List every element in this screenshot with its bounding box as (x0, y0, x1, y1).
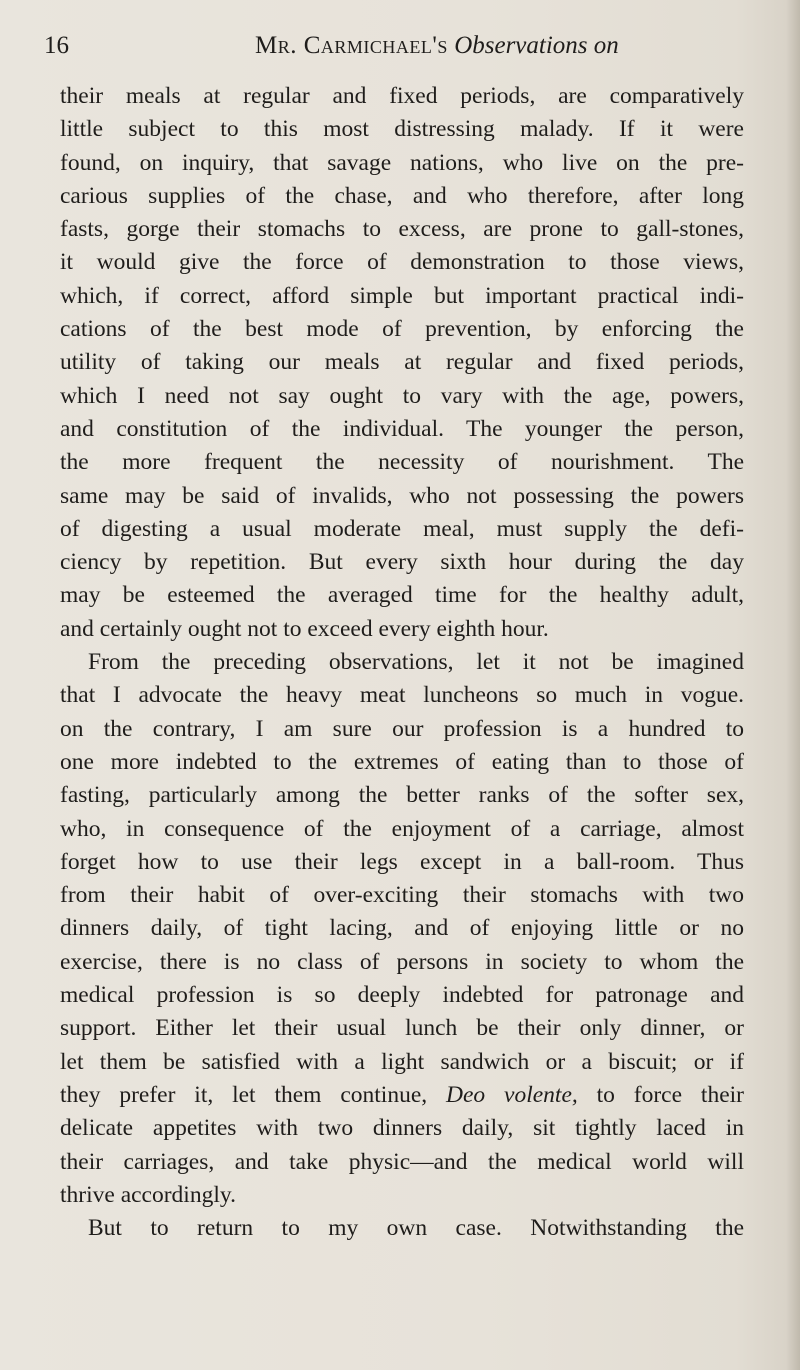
page-edge-shadow (786, 0, 800, 1370)
body-text (60, 80, 744, 1245)
text-line: medical profession is so deeply indebted for patronage and (60, 982, 744, 1009)
text-line: same may be said of invalids, who not possessing the powers (60, 482, 744, 509)
text-line: which I need not say ought to vary with the age, powers, (60, 382, 744, 409)
text-line: fasts, gorge their stomachs to excess, are prone to gall-stones, (60, 216, 744, 243)
text-line: fasting, particularly among the better ranks of the softer sex, (60, 782, 744, 809)
text-line-with-italic (60, 1079, 744, 1112)
text-line: found, on inquiry, that savage nations, who live on the pre- (60, 149, 744, 176)
text-line: it would give the force of demonstration to those views, (60, 249, 744, 276)
text-line: let them be satisfied with a light sandwich or a biscuit; or if (60, 1048, 744, 1075)
text-line: of digesting a usual moderate meal, must supply the defi- (60, 515, 744, 542)
text-line: and certainly ought not to exceed every eighth hour. (60, 615, 549, 642)
text-line: support. Either let their usual lunch be their only dinner, or (60, 1015, 744, 1042)
text-segment: to force their (596, 1081, 744, 1108)
text-line: forget how to use their legs except in a ball-room. Thus (60, 848, 744, 875)
text-segment: they prefer it, let them continue, (60, 1081, 428, 1108)
running-head-author: Mr. Carmichael's (255, 32, 448, 59)
text-line: delicate appetites with two dinners daily, sit tightly laced in (60, 1115, 744, 1142)
text-line: may be esteemed the averaged time for the healthy adult, (60, 582, 744, 609)
text-line: and constitution of the individual. The younger the person, (60, 415, 744, 442)
text-line: the more frequent the necessity of nourishment. The (60, 449, 744, 476)
text-line: utility of taking our meals at regular and fixed periods, (60, 349, 744, 376)
text-line: that I advocate the heavy meat luncheons so much in vogue. (60, 682, 744, 709)
text-line: who, in consequence of the enjoyment of a carriage, almost (60, 815, 744, 842)
paragraph-start-line: But to return to my own case. Notwithstanding the (88, 1215, 744, 1242)
text-line: carious supplies of the chase, and who therefore, after long (60, 182, 744, 209)
text-line: little subject to this most distressing malady. If it were (60, 116, 744, 143)
text-line: which, if correct, afford simple but important practical indi- (60, 282, 744, 309)
text-line: their meals at regular and fixed periods, are comparatively (60, 83, 744, 109)
page-number: 16 (44, 32, 69, 59)
text-line: on the contrary, I am sure our profession is a hundred to (60, 715, 744, 742)
text-line: from their habit of over-exciting their stomachs with two (60, 882, 744, 909)
paragraph-start-line: From the preceding observations, let it not be imagined (88, 649, 744, 676)
text-line: thrive accordingly. (60, 1181, 236, 1208)
text-line: one more indebted to the extremes of eating than to those of (60, 748, 744, 775)
text-line: their carriages, and take physic—and the medical world will (60, 1148, 744, 1175)
running-head-title: Observations on (454, 32, 619, 59)
text-line: dinners daily, of tight lacing, and of enjoying little or no (60, 915, 744, 942)
text-line: ciency by repetition. But every sixth hour during the day (60, 549, 744, 576)
running-head (255, 26, 619, 66)
text-line: exercise, there is no class of persons in society to whom the (60, 948, 744, 975)
page-header (44, 26, 684, 66)
italic-phrase: Deo volente, (446, 1081, 578, 1108)
text-line: cations of the best mode of prevention, by enforcing the (60, 316, 744, 343)
